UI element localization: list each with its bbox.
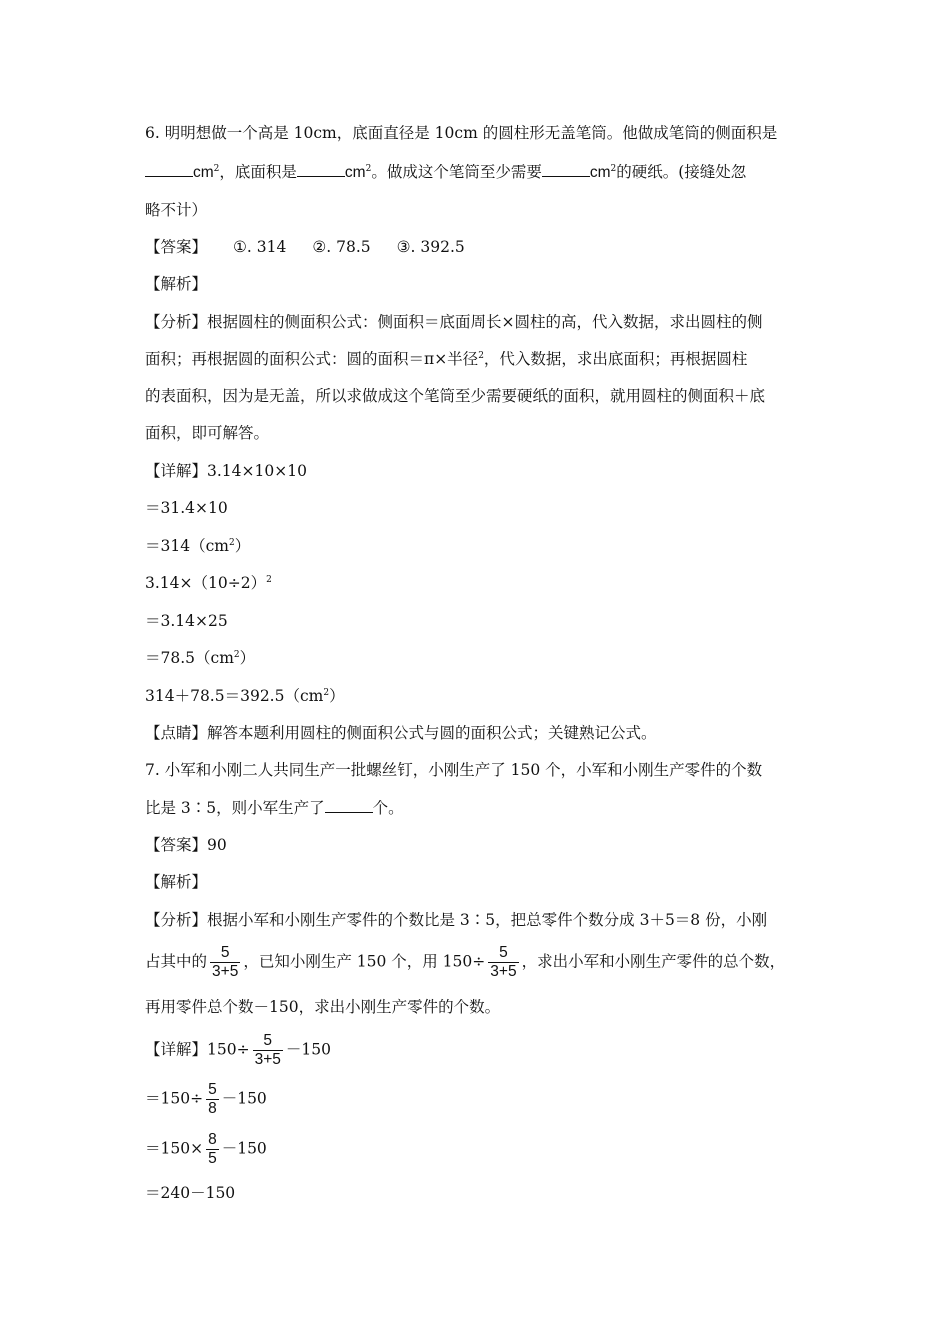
q7-analysis-2 xyxy=(145,944,810,981)
q7-detail-4: ＝240－150 xyxy=(145,1184,236,1202)
superscript: 2 xyxy=(478,351,484,361)
q7-detail-1 xyxy=(145,1032,810,1069)
answer-3: ③. 392.5 xyxy=(396,238,465,256)
q6-analysis-2 xyxy=(145,349,810,369)
fraction xyxy=(206,1081,219,1118)
text-span: 的硬纸。(接缝处忽 xyxy=(616,163,747,181)
q6-line-2 xyxy=(145,162,810,183)
text-span: ，已知小刚生产 150 个，用 150÷ xyxy=(243,952,486,971)
fraction-numerator: 5 xyxy=(208,1081,217,1098)
q6-detail-3 xyxy=(145,536,810,556)
superscript: 2 xyxy=(228,538,235,548)
answer-blank xyxy=(145,163,193,177)
q6-detail-2: ＝31.4×10 xyxy=(145,499,228,517)
text-span: －150 xyxy=(221,1139,267,1158)
unit-text: cm xyxy=(344,164,366,181)
q6-detail-1: 【详解】3.14×10×10 xyxy=(145,462,307,480)
q7-jiexi: 【解析】 xyxy=(145,873,208,891)
q6-answer xyxy=(145,237,810,257)
text-span: ＝150× xyxy=(145,1139,204,1158)
q6-dianjing: 【点睛】解答本题利用圆柱的侧面积公式与圆的面积公式；关键熟记公式。 xyxy=(145,724,657,742)
answer-tag: 【答案】 xyxy=(145,238,208,256)
text-span: 占其中的 xyxy=(145,952,208,971)
text-span: ，代入数据，求出底面积；再根据圆柱 xyxy=(483,350,748,368)
fraction-denominator: 5 xyxy=(208,1150,217,1167)
text-span: ） xyxy=(239,649,256,667)
q6-line-1: 6. 明明想做一个高是 10cm，底面直径是 10cm 的圆柱形无盖笔筒。他做成笔筒的侧面积是 xyxy=(145,124,778,142)
text-span: 个。 xyxy=(372,799,404,817)
text-span: ，底面积是 xyxy=(219,163,297,181)
text-span: 。做成这个笔筒至少需要 xyxy=(371,163,542,181)
fraction-numerator: 5 xyxy=(499,944,508,961)
q7-detail-3 xyxy=(145,1131,810,1168)
text-span: 【详解】150÷ xyxy=(145,1040,250,1059)
superscript: 2 xyxy=(365,164,372,174)
superscript: 2 xyxy=(323,688,330,698)
unit-text: cm xyxy=(193,164,214,181)
fraction-denominator: 8 xyxy=(208,1100,217,1117)
fraction-denominator: 3+5 xyxy=(212,963,239,980)
fraction xyxy=(488,944,518,981)
superscript: 2 xyxy=(233,650,240,660)
q6-jiexi: 【解析】 xyxy=(145,275,208,293)
text-span: ＝314（cm xyxy=(145,537,229,555)
fraction-numerator: 5 xyxy=(263,1032,273,1049)
superscript: 2 xyxy=(610,164,617,174)
fraction-numerator: 5 xyxy=(220,944,230,961)
q6-detail-4 xyxy=(145,573,810,593)
answer-blank xyxy=(325,799,373,813)
answer-1: ①. 314 xyxy=(233,238,287,256)
q7-line-2 xyxy=(145,798,810,818)
q6-line-3: 略不计） xyxy=(145,201,208,219)
text-span: 314＋78.5＝392.5（cm xyxy=(145,687,324,705)
text-span: 面积；再根据圆的面积公式：圆的面积＝π×半径 xyxy=(145,350,479,368)
superscript: 2 xyxy=(213,164,220,174)
fraction xyxy=(253,1032,283,1069)
text-span: ＝78.5（cm xyxy=(145,649,234,667)
q7-detail-2 xyxy=(145,1081,810,1118)
fraction xyxy=(206,1131,219,1168)
unit-text: cm xyxy=(589,164,611,181)
text-span: ＝150÷ xyxy=(145,1089,204,1108)
text-span: ） xyxy=(234,537,251,555)
answer-blank xyxy=(297,163,345,177)
answer-blank xyxy=(542,163,590,177)
fraction-numerator: 8 xyxy=(208,1131,217,1148)
text-span: －150 xyxy=(221,1089,267,1108)
superscript: 2 xyxy=(266,575,272,585)
q7-analysis-3: 再用零件总个数－150，求出小刚生产零件的个数。 xyxy=(145,998,501,1016)
fraction-denominator: 3+5 xyxy=(254,1051,281,1068)
text-span: 比是 3∶5，则小军生产了 xyxy=(145,799,325,817)
q6-analysis-4: 面积，即可解答。 xyxy=(145,424,270,442)
q6-analysis-3: 的表面积，因为是无盖，所以求做成这个笔筒至少需要硬纸的面积，就用圆柱的侧面积＋底 xyxy=(145,387,766,405)
fraction xyxy=(210,944,240,981)
text-span: ，求出小军和小刚生产零件的总个数， xyxy=(521,952,786,971)
q6-detail-5: ＝3.14×25 xyxy=(145,612,228,630)
q6-detail-7 xyxy=(145,686,810,706)
text-span: －150 xyxy=(285,1040,331,1059)
q7-analysis-1: 【分析】根据小军和小刚生产零件的个数比是 3∶5，把总零件个数分成 3＋5＝8 份，小刚 xyxy=(145,911,768,929)
q7-answer: 【答案】90 xyxy=(145,836,227,854)
q7-line-1: 7. 小军和小刚二人共同生产一批螺丝钉，小刚生产了 150 个，小军和小刚生产零件的个数 xyxy=(145,761,763,779)
q6-analysis-1: 【分析】根据圆柱的侧面积公式：侧面积＝底面周长×圆柱的高，代入数据，求出圆柱的侧 xyxy=(145,313,763,331)
fraction-denominator: 3+5 xyxy=(490,963,517,980)
answer-2: ②. 78.5 xyxy=(312,238,371,256)
text-span: 3.14×（10÷2） xyxy=(145,574,267,592)
q6-detail-6 xyxy=(145,648,810,668)
text-span: ） xyxy=(329,687,345,705)
